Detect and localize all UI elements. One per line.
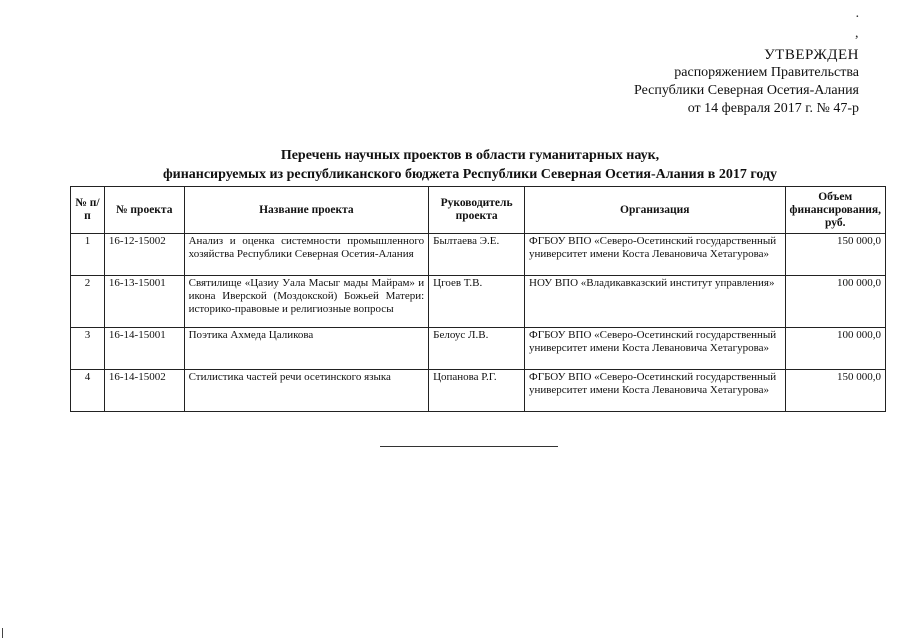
- cell-org: ФГБОУ ВПО «Северо-Осетинский государственный университет имени Коста Левановича Хетагурова»: [525, 370, 785, 412]
- closing-divider: [380, 446, 558, 447]
- cell-name: Анализ и оценка системности промышленного хозяйства Республики Северная Осетия-Алания: [184, 234, 429, 276]
- cell-leader: Цгоев Т.В.: [429, 276, 525, 328]
- cell-leader: Цопанова Р.Г.: [429, 370, 525, 412]
- cell-leader: Белоус Л.В.: [429, 328, 525, 370]
- header-funding: Объем финансирования, руб.: [785, 187, 886, 234]
- cell-name: Поэтика Ахмеда Цаликова: [184, 328, 429, 370]
- approval-line-2: Республики Северная Осетия-Алания: [634, 83, 859, 98]
- table-row: [71, 370, 886, 412]
- cell-leader: Былтаева Э.Е.: [429, 234, 525, 276]
- approval-line-1: распоряжением Правительства: [674, 65, 859, 80]
- header-name: Название проекта: [184, 187, 429, 234]
- cell-num: 1: [71, 234, 105, 276]
- header-num: № п/п: [71, 187, 105, 234]
- cell-funding: 100 000,0: [785, 328, 886, 370]
- projects-table: [70, 186, 886, 412]
- cell-num: 2: [71, 276, 105, 328]
- cell-org: ФГБОУ ВПО «Северо-Осетинский государственный университет имени Коста Левановича Хетагурова»: [525, 328, 785, 370]
- cell-num: 3: [71, 328, 105, 370]
- cell-num: 4: [71, 370, 105, 412]
- header-org: Организация: [525, 187, 785, 234]
- header-leader: Руководитель проекта: [429, 187, 525, 234]
- corner-marks: · ,: [855, 10, 878, 41]
- table-header-row: [71, 187, 886, 234]
- title-line-2: финансируемых из республиканского бюджета Республики Северная Осетия-Алания в 2017 году: [162, 167, 778, 182]
- cell-project-no: 16-12-15002: [104, 234, 184, 276]
- cell-funding: 100 000,0: [785, 276, 886, 328]
- approval-line-3: от 14 февраля 2017 г. № 47-р: [687, 101, 859, 116]
- cell-org: ФГБОУ ВПО «Северо-Осетинский государственный университет имени Коста Левановича Хетагурова»: [525, 234, 785, 276]
- cell-org: НОУ ВПО «Владикавказский институт управления»: [525, 276, 785, 328]
- cell-funding: 150 000,0: [785, 234, 886, 276]
- cell-project-no: 16-14-15001: [104, 328, 184, 370]
- approval-block: [634, 46, 859, 118]
- document-title: [70, 146, 870, 184]
- cell-name: Стилистика частей речи осетинского языка: [184, 370, 429, 412]
- table-row: [71, 328, 886, 370]
- table-row: [71, 276, 886, 328]
- header-project-no: № проекта: [104, 187, 184, 234]
- cell-funding: 150 000,0: [785, 370, 886, 412]
- approval-heading: УТВЕРЖДЕН: [764, 47, 859, 63]
- cell-project-no: 16-14-15002: [104, 370, 184, 412]
- margin-mark: [2, 628, 3, 638]
- title-line-1: Перечень научных проектов в области гуманитарных наук,: [280, 148, 660, 163]
- cell-name: Святилище «Цазиу Уала Масыг мады Майрам» и икона Иверской (Моздокской) Божьей Матери: историко-правовые и религиозные вопросы: [184, 276, 429, 328]
- cell-project-no: 16-13-15001: [104, 276, 184, 328]
- table-row: [71, 234, 886, 276]
